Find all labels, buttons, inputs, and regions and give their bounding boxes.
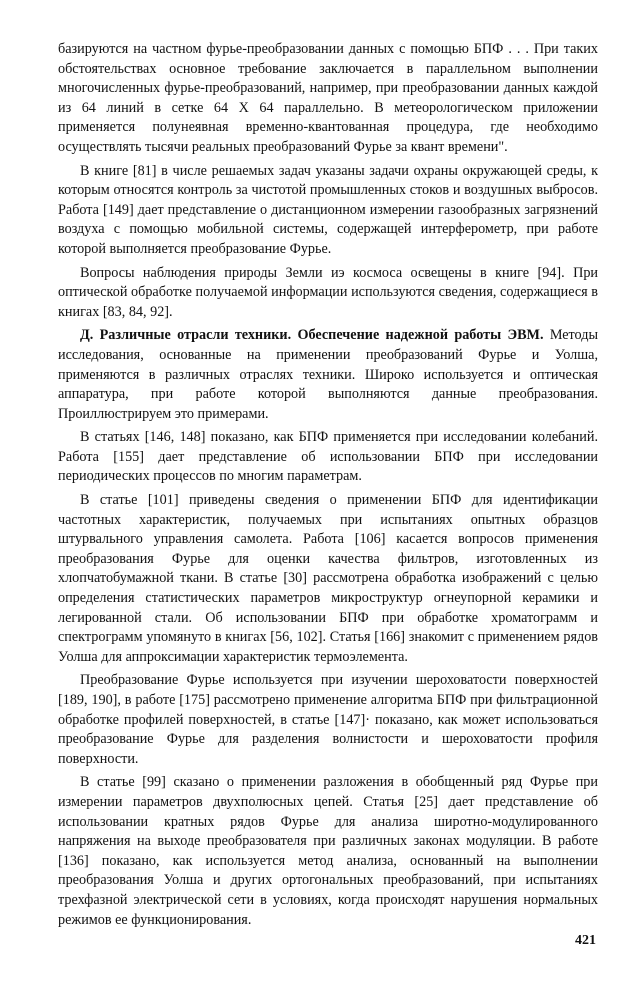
page-number: 421 [575,933,596,948]
paragraph: В статье [99] сказано о применении разложения в обобщенный ряд Фурье при измерении параметров двухполюсных цепей. Статья [25] дает представление об использовании кратных рядов Фурье для анализа широтно-модулированного напряжения на выходе преобразователя при различных законах модуляции. В работе [136] показано, как используется метод анализа, основанный на выполнении преобразования Уолша и других ортогональных преобразований, при испытаниях трехфазной электрической сети в условиях, когда происходят нарушения нормальных режимов ее функционирования. [58,774,598,928]
section-text: Методы исследования, основанные на применении преобразований Фурье и Уолша, применяются в различных отраслях техники. Широко используется и оптическая аппаратура, при работе которой выполняются данные преобразования. Проиллюстрируем это примерами. [58,327,598,422]
section-paragraph [58,326,598,424]
page-body [58,40,598,930]
paragraph-continued: базируются на частном фурье-преобразовании данных с помощью БПФ . . . При таких обстоятельствах основное требование заключается в параллельном выполнении многочисленных фурье-преобразований, например, при преобразовании данных каждой из 64 линий в сетке 64 X 64 параллельно. В метеорологическом приложении применяется полунеявная временно-квантованная процедура, где необходимо осуществлять тысячи реальных преобразований Фурье за квант времени". [58,41,598,155]
paragraph: В книге [81] в числе решаемых задач указаны задачи охраны окружающей среды, к которым относятся контроль за чистотой промышленных стоков и воздушных выбросов. Работа [149] дает представление о дистанционном измерении газообразных загрязнений воздуха с помощью мобильной системы, содержащей интерферометр, при работе которой выполняется преобразование Фурье. [58,162,598,257]
paragraph: В статьях [146, 148] показано, как БПФ применяется при исследовании колебаний. Работа [155] дает представление об использовании БПФ при исследовании периодических процессов по многим параметрам. [58,429,598,485]
paragraph: Вопросы наблюдения природы Земли иэ космоса освещены в книге [94]. При оптической обработке получаемой информации используются сведения, содержащиеся в книгах [83, 84, 92]. [58,264,598,320]
section-heading: Д. Различные отрасли техники. Обеспечение надежной работы ЭВМ. [80,327,544,344]
paragraph: В статье [101] приведены сведения о применении БПФ для идентификации частотных характеристик, получаемых при испытаниях опытных образцов штурвального управления самолета. Работа [106] касается вопросов применения преобразования Фурье для оценки качества фильтров, изготовленных из хлопчатобумажной ткани. В статье [30] рассмотрена обработка изображений с целью определения статистических параметров микроструктур огнеупорной керамики и легированной стали. Об использовании БПФ при обработке хроматограмм и спектрограмм упомянуто в книгах [56, 102]. Статья [166] знакомит с применением рядов Уолша для аппроксимации характеристик термоэлемента. [58,492,598,665]
paragraph: Преобразование Фурье используется при изучении шероховатости поверхностей [189, 190], в работе [175] рассмотрено применение алгоритма БПФ при фильтрационной обработке профилей поверхностей, в статье [147]· показано, как может использоваться преобразование Фурье для разделения волнистости и шероховатости профиля поверхности. [58,672,598,767]
